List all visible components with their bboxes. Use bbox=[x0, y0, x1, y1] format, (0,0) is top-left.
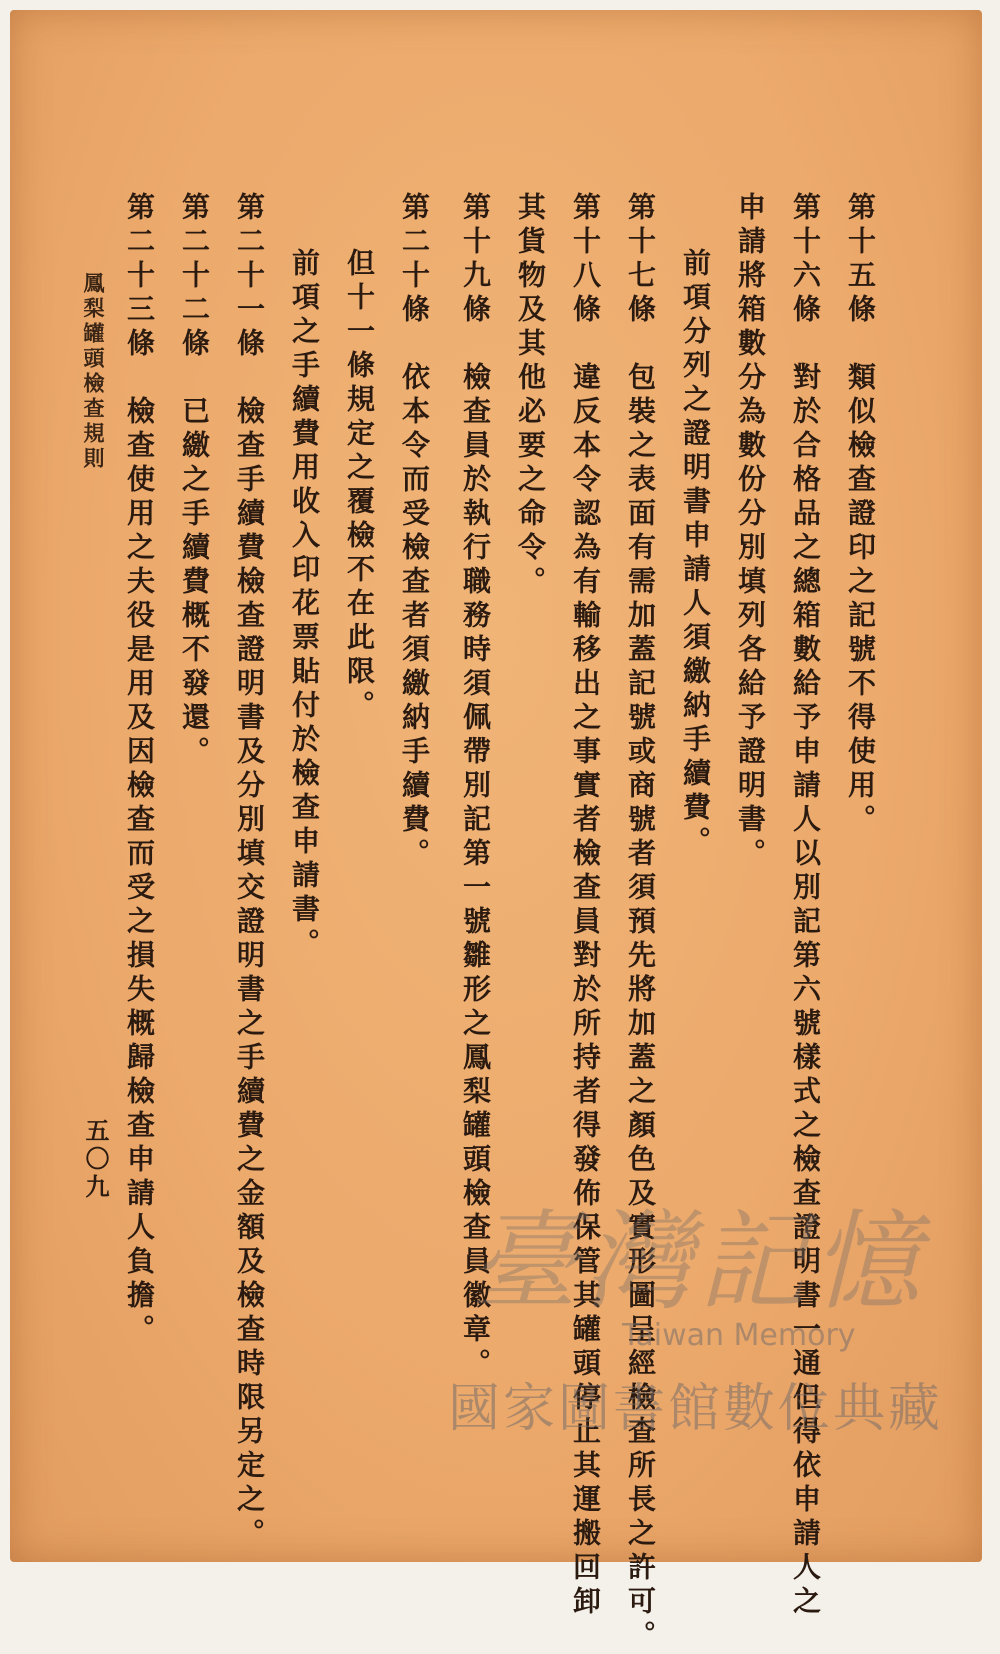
watermark-latin: Taiwan Memory bbox=[622, 1318, 856, 1353]
page-number: 五〇九 bbox=[81, 1118, 110, 1202]
article-16: 第十六條 對於合格品之總箱數給予申請人以別記第六號樣式之檢查證明書一通但得依申請人之 bbox=[789, 192, 822, 1620]
watermark-chinese: 國家圖書館數位典藏 bbox=[448, 1379, 944, 1439]
article-20: 第二十條 依本令而受檢查者須繳納手續費。 bbox=[398, 192, 431, 872]
article-16-continued: 申請將箱數分為數份分別填列各給予證明書。 bbox=[734, 192, 767, 872]
article-21: 第二十一條 檢查手續費檢查證明書及分別填交證明書之手續費之金額及檢查時限另定之。 bbox=[233, 192, 266, 1552]
article-16-paragraph-2: 前項分列之證明書申請人須繳納手續費。 bbox=[679, 248, 712, 860]
article-18-continued: 其貨物及其他必要之命令。 bbox=[514, 192, 547, 600]
article-17: 第十七條 包裝之表面有需加蓋記號或商號者須預先將加蓋之顏色及實形圖呈經檢查所長之許可。 bbox=[624, 192, 657, 1654]
article-20-proviso: 但十一條規定之覆檢不在此限。 bbox=[343, 248, 376, 724]
article-23: 第二十三條 檢查使用之夫役是用及因檢查而受之損失概歸檢查申請人負擔。 bbox=[123, 192, 156, 1348]
article-15: 第十五條 類似檢查證印之記號不得使用。 bbox=[844, 192, 877, 838]
article-19: 第十九條 檢查員於執行職務時須佩帶別記第一號雛形之鳳梨罐頭檢查員徽章。 bbox=[459, 192, 492, 1382]
article-22: 第二十二條 已繳之手續費概不發還。 bbox=[178, 192, 211, 770]
article-18: 第十八條 違反本令認為有輸移出之事實者檢查員對於所持者得發佈保管其罐頭停止其運搬回卸 bbox=[569, 192, 602, 1620]
watermark-logo: 臺灣記憶 bbox=[470, 1200, 927, 1325]
article-20-paragraph-2: 前項之手續費用收入印花票貼付於檢查申請書。 bbox=[288, 248, 321, 962]
running-head: 鳳梨罐頭檢查規則 bbox=[81, 272, 106, 472]
